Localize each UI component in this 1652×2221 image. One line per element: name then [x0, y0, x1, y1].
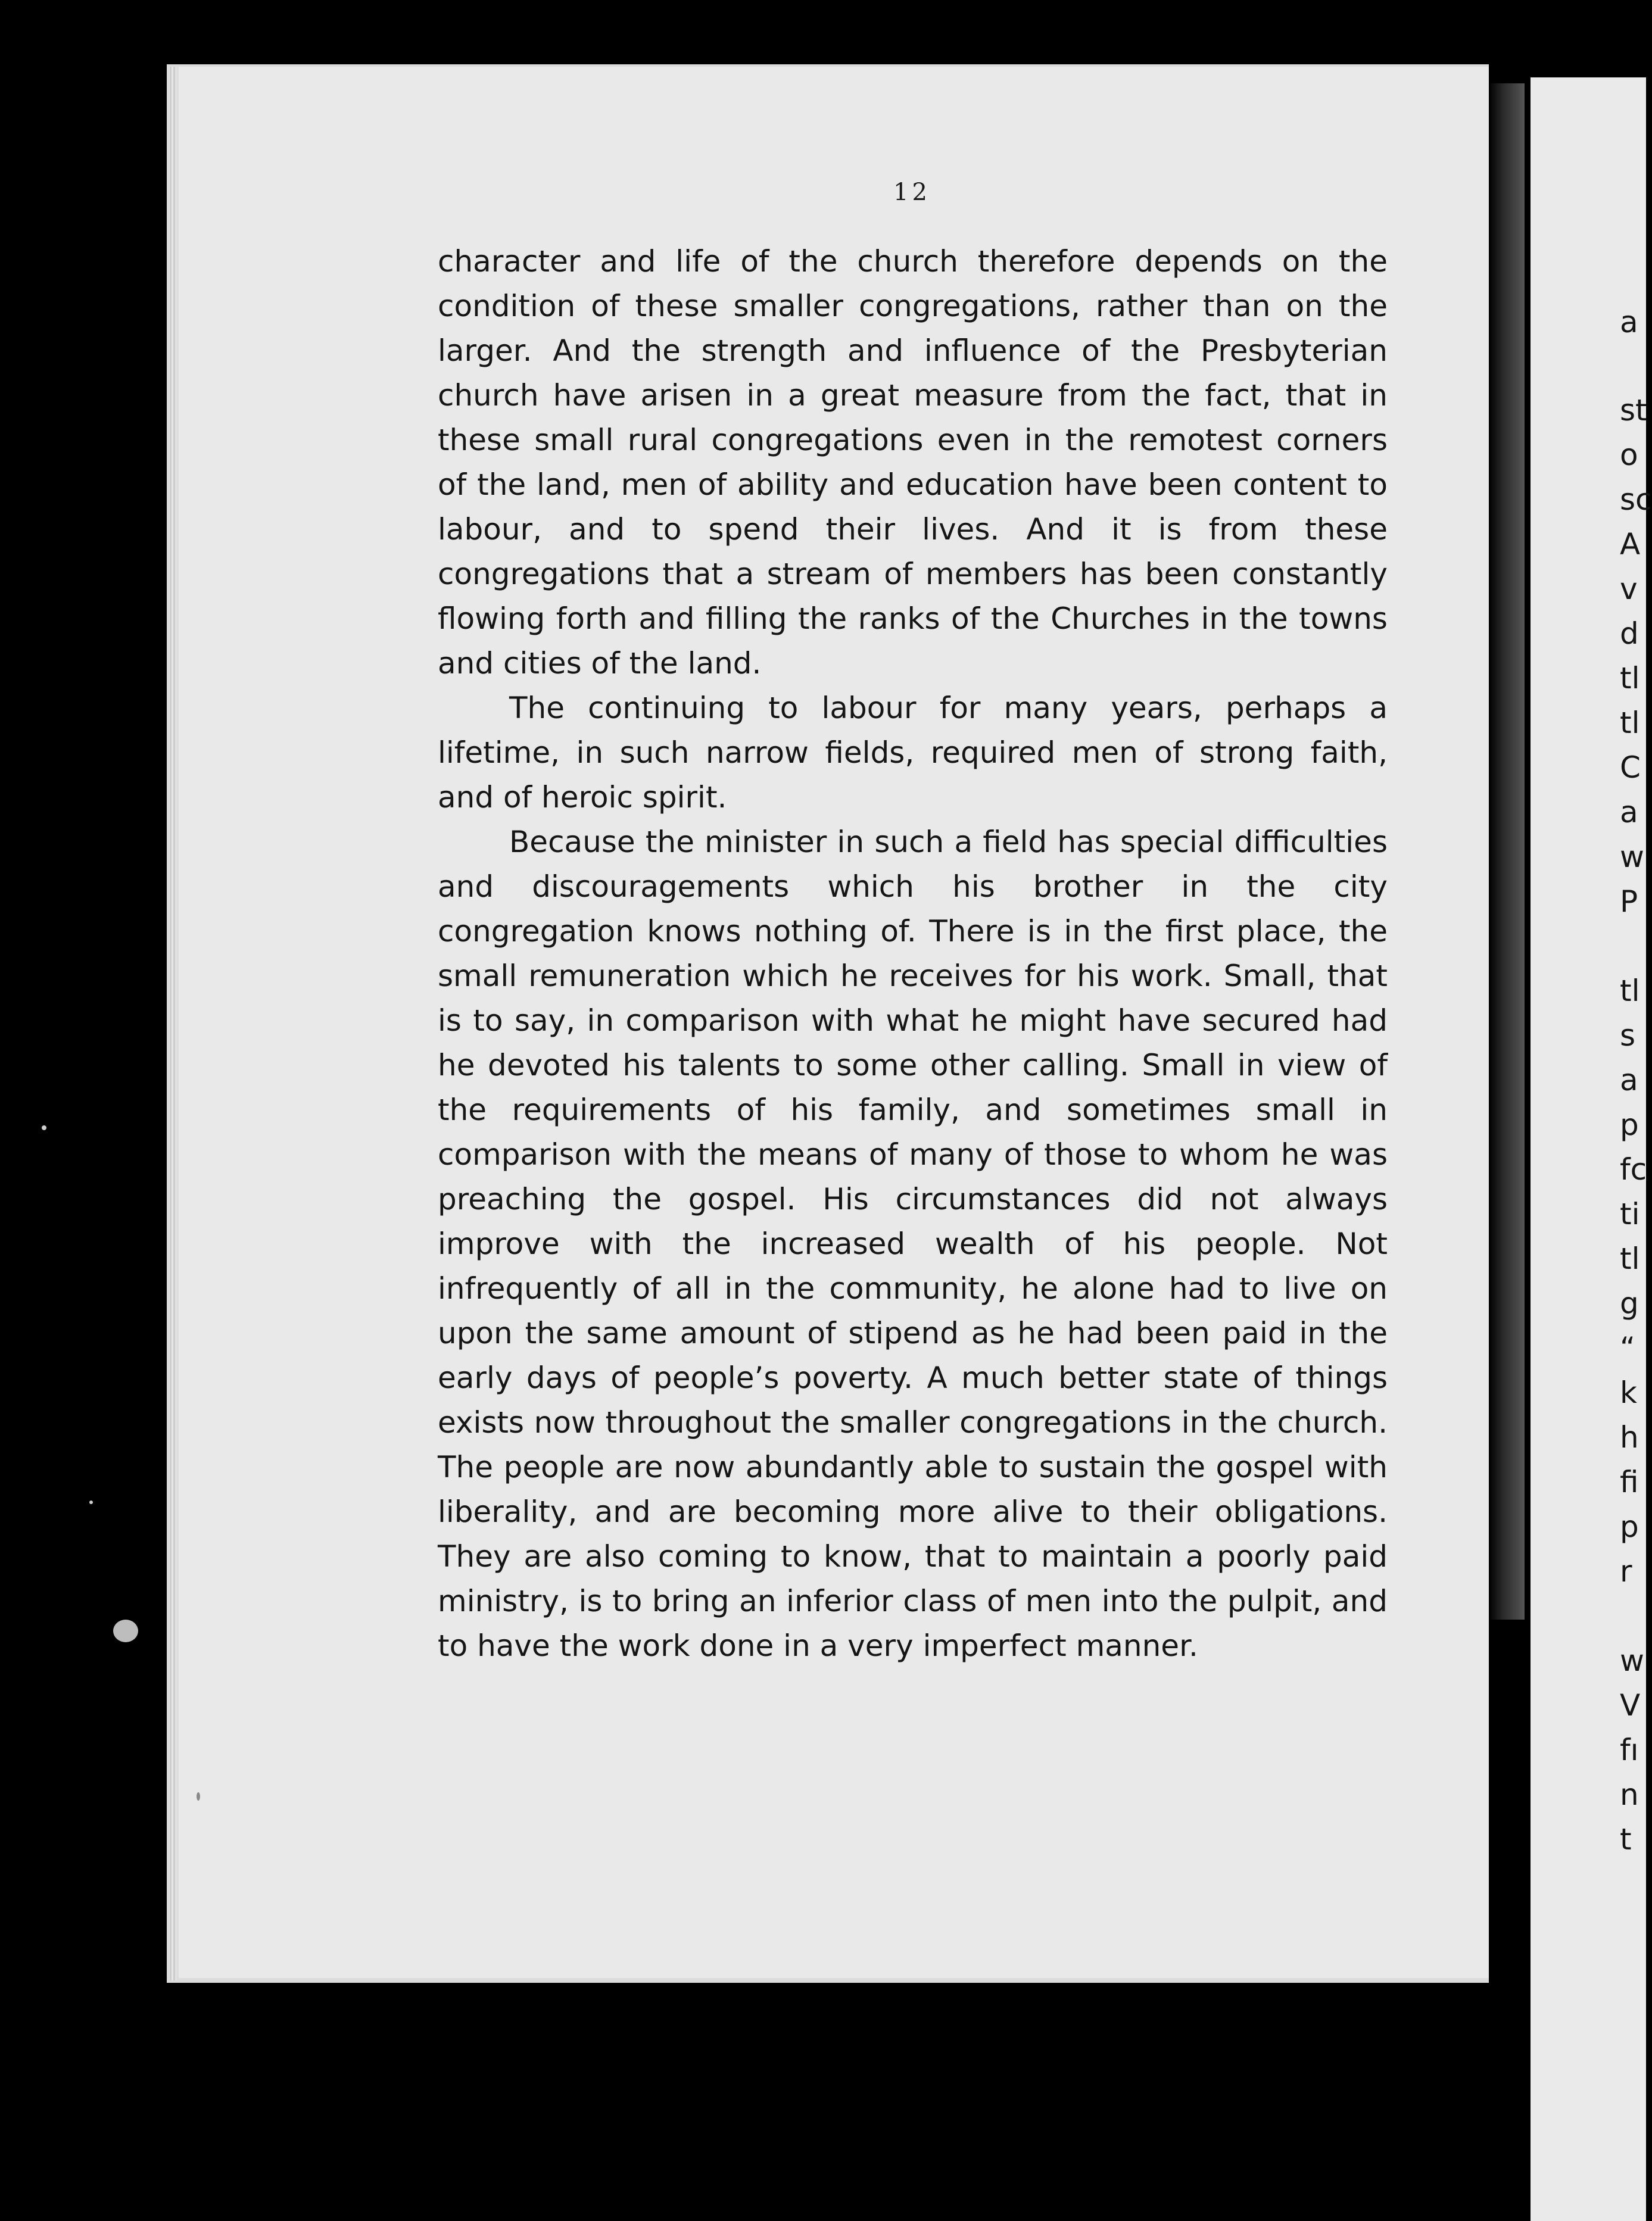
right-fragment: P: [1620, 884, 1638, 919]
right-fragment: tl: [1620, 661, 1640, 695]
right-fragment: n: [1620, 1777, 1639, 1812]
right-fragment: s: [1620, 1018, 1636, 1053]
right-fragment: “: [1620, 1331, 1635, 1365]
right-fragment: w: [1620, 1643, 1644, 1678]
dust-speck: [42, 1125, 46, 1130]
right-fragment: p: [1620, 1509, 1639, 1544]
right-fragment: A: [1620, 527, 1641, 562]
right-fragment: tl: [1620, 1241, 1640, 1276]
right-fragment: w: [1620, 840, 1644, 874]
right-fragment: d: [1620, 616, 1639, 651]
right-fragment: t: [1620, 1822, 1632, 1857]
dust-speck: [197, 1792, 200, 1801]
right-fragment: h: [1620, 1420, 1639, 1455]
right-fragment: V: [1620, 1688, 1641, 1723]
right-fragment: ti: [1620, 1197, 1640, 1231]
right-fragment: a: [1620, 305, 1638, 339]
right-fragment: k: [1620, 1375, 1637, 1410]
right-fragment: tl: [1620, 974, 1640, 1008]
right-fragment: fc: [1620, 1152, 1647, 1187]
right-fragment: fi: [1620, 1465, 1639, 1499]
paragraph-3: Because the minister in such a field has special difficulties and discouragements which his brother in the city congregation knows nothing of. There is in the first place, the small remuneration which he receives for his work. Small, that is to say, in comparison with what he might have secured had he devoted his talents to some other calling. Small in view of the requirements of his family, and sometimes small in comparison with the means of many of those to whom he was preaching the gospel. His circumstances did not always improve with the increased wealth of his people. Not infrequently of all in the community, he alone had to live on upon the same amount of stipend as he had been paid in the early days of people’s poverty. A much better state of things exists now throughout the smaller congregations in the church. The people are now abundantly able to sustain the gospel with liberality, and are becoming more alive to their obligations. They are also coming to know, that to maintain a poorly paid ministry, is to bring an inferior class of men into the pulpit, and to have the work done in a very imperfect manner.: [438, 825, 1388, 1663]
right-fragment: g: [1620, 1286, 1639, 1321]
right-fragment: v: [1620, 572, 1638, 606]
body-text: [438, 239, 1388, 1668]
paragraph-2: The continuing to labour for many years, perhaps a lifetime, in such narrow fields, required men of strong faith, and of heroic spirit.: [438, 691, 1388, 815]
dust-speck: [113, 1620, 138, 1642]
right-fragment: p: [1620, 1108, 1639, 1142]
book-gutter: [1489, 83, 1525, 1620]
page-number: 12: [893, 179, 931, 206]
right-fragment: st: [1620, 393, 1647, 428]
right-fragment: sc: [1620, 482, 1652, 517]
right-fragment: a: [1620, 1063, 1638, 1097]
right-fragment: C: [1620, 750, 1641, 785]
right-fragment: a: [1620, 795, 1638, 829]
paragraph-1: character and life of the church therefore depends on the condition of these smaller congregations, rather than on the larger. And the strength and influence of the Presbyterian church have arisen in a great measure from the fact, that in these small rural congregations even in the remotest corners of the land, men of ability and education have been content to labour, and to spend their lives. And it is from these congregations that a stream of members has been constantly flowing forth and filling the ranks of the Churches in the towns and cities of the land.: [438, 244, 1388, 681]
right-fragment: o: [1620, 438, 1638, 472]
right-fragment: fı: [1620, 1733, 1639, 1767]
right-fragment: r: [1620, 1554, 1632, 1589]
right-fragment: tl: [1620, 706, 1640, 740]
dust-speck: [89, 1501, 93, 1504]
